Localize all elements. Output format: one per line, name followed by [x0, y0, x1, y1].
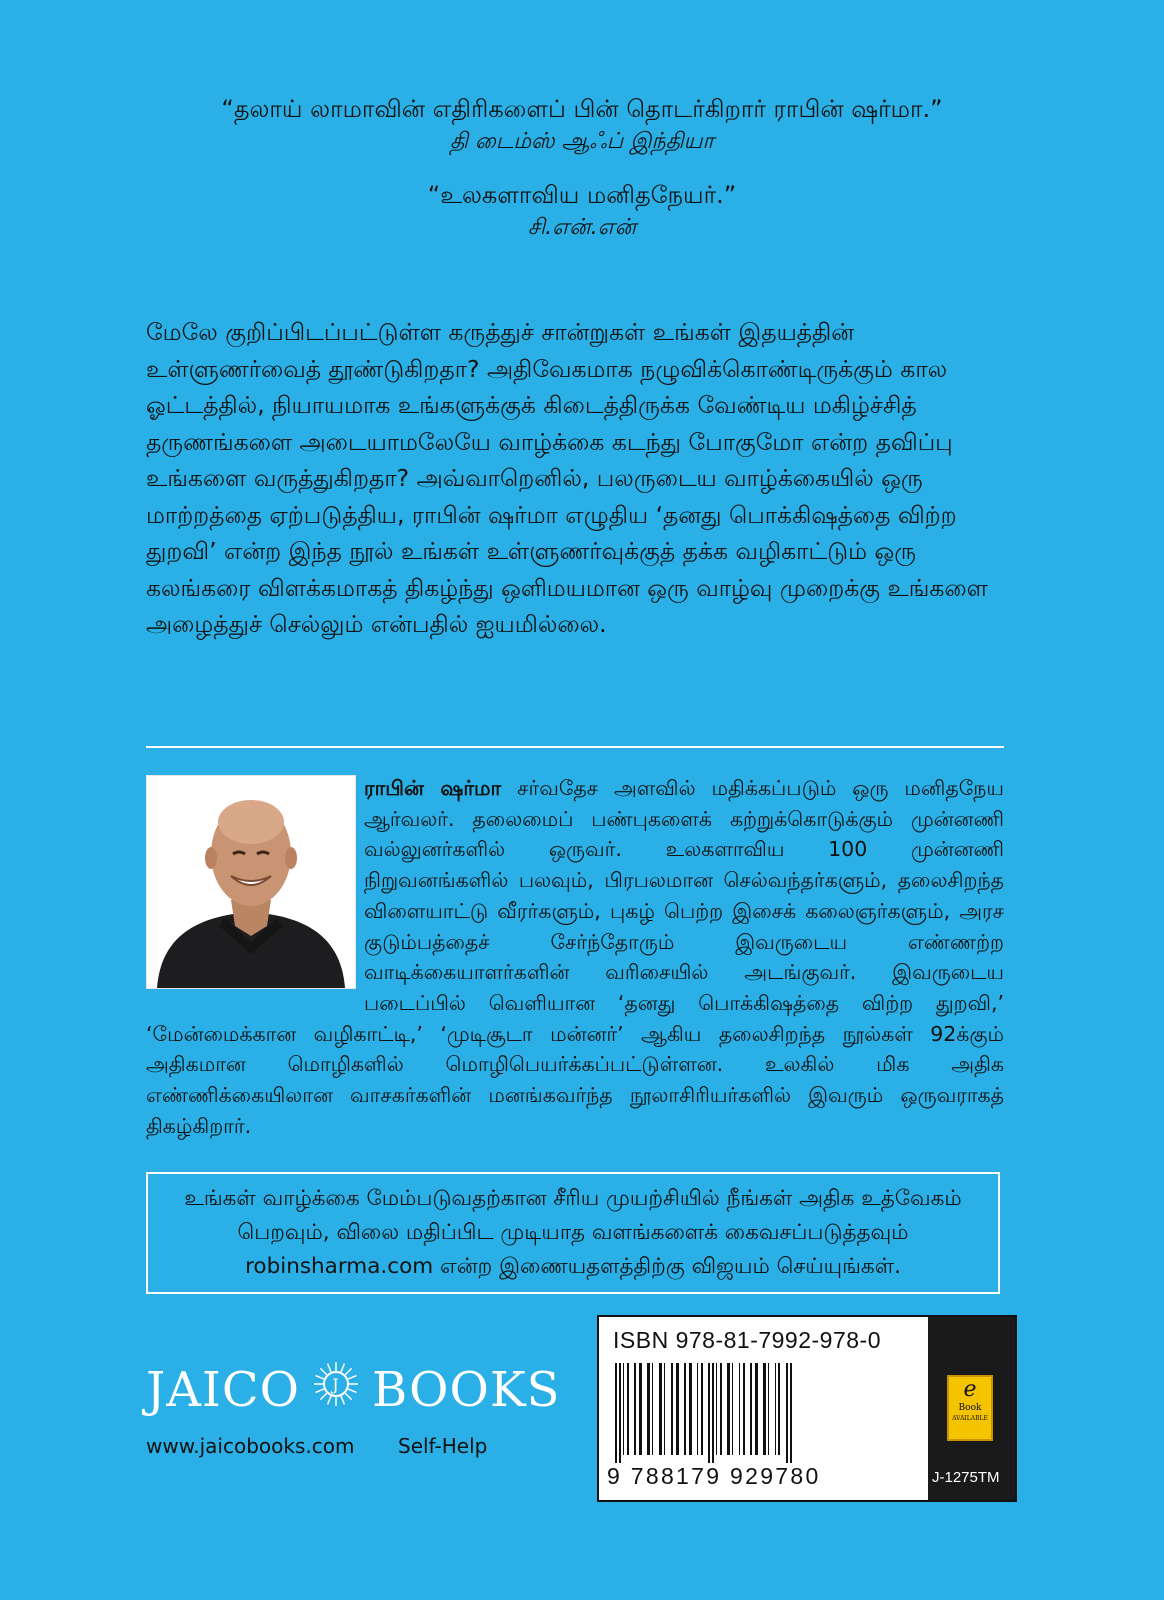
barcode-bar [647, 1363, 650, 1455]
sun-emblem-icon [312, 1360, 360, 1420]
barcode-side-panel [928, 1317, 1015, 1500]
barcode-bar [732, 1363, 733, 1455]
ebook-available-badge [947, 1375, 993, 1441]
endorsements [0, 92, 1164, 244]
section-divider [146, 746, 1004, 748]
barcode-bar [697, 1363, 698, 1455]
barcode-bar [727, 1363, 730, 1455]
book-category: Self-Help [398, 1434, 488, 1458]
barcode-bars [613, 1363, 913, 1463]
barcode-bar [750, 1363, 752, 1455]
ebook-status: AVAILABLE [952, 1415, 988, 1422]
website-callout [146, 1172, 1000, 1294]
barcode-bar [664, 1363, 665, 1455]
isbn-barcode-panel [597, 1315, 1017, 1502]
barcode-bar [619, 1363, 621, 1463]
barcode-bar [652, 1363, 653, 1455]
barcode-bar [676, 1363, 679, 1455]
barcode-bar [743, 1363, 745, 1455]
author-bio-text: சர்வதேச அளவில் மதிக்கப்படும் ஒரு மனிதநேய ஆர்வலர். தலைமைப் பண்புகளைக் கற்றுக்கொடுக்கும் முன்னணி வல்லுனர்களில் ஒருவர். உலகளாவிய 100 முன்னணி நிறுவனங்களில் பலவும், பிரபலமான செல்வந்தர்களும், தலைசிறந்த விளையாட்டு வீரர்களும், புகழ் பெற்ற இசைக் கலைஞர்களும், அரச குடும்பத்தைச் சேர்ந்தோரும் இவருடைய எண்ணற்ற வாடிக்கையாளர்களின் வரிசையில் அடங்குவர். இவருடைய படைப்பில் வெளியான ‘தனது பொக்கிஷத்தை விற்ற துறவி,’ ‘மேன்மைக்கான வழிகாட்டி,’ ‘முடிசூடா மன்னர்’ ஆகிய தலைசிறந்த நூல்கள் 92க்கும் அதிகமான மொழிகளில் மொழிபெயர்க்கப்பட்டுள்ளன. உலகில் மிக அதிக எண்ணிக்கையிலான வாசகர்களின் மனங்கவர்ந்த நூலாசிரியர்களில் இவரும் ஒருவராகத் திகழ்கிறார். [146, 776, 1005, 1138]
ebook-word: Book [958, 1403, 982, 1413]
product-code: J-1275TM [932, 1469, 1000, 1486]
barcode-bar [671, 1363, 673, 1455]
emblem-letter: J [332, 1375, 340, 1394]
book-blurb: மேலே குறிப்பிடப்பட்டுள்ள கருத்துச் சான்றுகள் உங்கள் இதயத்தின் உள்ளுணர்வைத் தூண்டுகிறதா? அதிவேகமாக நழுவிக்கொண்டிருக்கும் கால ஓட்டத்தில், நியாயமாக உங்களுக்குக் கிடைத்திருக்க வேண்டிய மகிழ்ச்சித் தருணங்களை அடையாமலேயே வாழ்க்கை கடந்து போகுமோ என்ற தவிப்பு உங்களை வருத்துகிறதா? அவ்வாறெனில், பலருடைய வாழ்க்கையில் ஒரு மாற்றத்தை ஏற்படுத்திய, ராபின் ஷர்மா எழுதிய ‘தனது பொக்கிஷத்தை விற்ற துறவி’ என்ற இந்த நூல் உங்கள் உள்ளுணர்வுக்குத் தக்க வழிகாட்டும் ஒரு கலங்கரை விளக்கமாகத் திகழ்ந்து ஒளிமயமான ஒரு வாழ்வு முறைக்கு உங்களை அழைத்துச் செல்லும் என்பதில் ஐயமில்லை. [146, 318, 988, 638]
barcode-bar [768, 1363, 769, 1455]
barcode-bar [639, 1363, 642, 1455]
barcode-bar [755, 1363, 758, 1455]
author-name: ராபின் ஷர்மா [364, 776, 502, 800]
barcode-bar [790, 1363, 792, 1463]
isbn-label: ISBN 978-81-7992-978-0 [613, 1327, 881, 1353]
barcode-bar [615, 1363, 617, 1463]
publisher-name-left: JAICO [146, 1362, 300, 1418]
barcode-bar [623, 1363, 624, 1455]
barcode-bar [739, 1363, 740, 1455]
photo-wrap-space [146, 773, 364, 993]
callout-line-2: பெறவும், விலை மதிப்பிட முடியாத வளங்களைக் கைவசப்படுத்தவும் [237, 1220, 909, 1245]
barcode-bar [659, 1363, 662, 1455]
quote-2-source: சி.என்.என் [527, 215, 637, 240]
quote-2: “உலகளாவிய மனிதநேயர்.” [427, 181, 737, 209]
barcode-bar [689, 1363, 692, 1455]
ebook-letter: e [963, 1377, 977, 1402]
publisher-name-right: BOOKS [371, 1362, 561, 1418]
barcode-bar [716, 1363, 717, 1455]
barcode-bar [712, 1363, 714, 1463]
barcode-bar [778, 1363, 780, 1455]
barcode-bar [684, 1363, 686, 1455]
publisher-logo [146, 1355, 561, 1425]
barcode-digits: 9 788179 929780 [607, 1463, 821, 1489]
barcode-bar [720, 1363, 722, 1455]
quote-1: “தலாய் லாமாவின் எதிரிகளைப் பின் தொடர்கிறார் ராபின் ஷர்மா.” [221, 95, 943, 123]
barcode-bar [708, 1363, 710, 1463]
barcode-bar [701, 1363, 703, 1455]
quote-1-source: தி டைம்ஸ் ஆஃப் இந்தியா [449, 129, 714, 154]
barcode-bar [634, 1363, 636, 1455]
barcode-bar [775, 1363, 776, 1455]
author-bio [146, 773, 1004, 1141]
barcode-bar [627, 1363, 629, 1455]
barcode-bar [763, 1363, 766, 1455]
callout-line-1: உங்கள் வாழ்க்கை மேம்படுவதற்கான சீரிய முயற்சியில் நீங்கள் அதிக உத்வேகம் [184, 1186, 962, 1211]
barcode-bar [786, 1363, 788, 1463]
publisher-website: www.jaicobooks.com [146, 1434, 355, 1458]
callout-line-3: robinsharma.com என்ற இணையதளத்திற்கு விஜயம் செய்யுங்கள். [245, 1254, 901, 1279]
